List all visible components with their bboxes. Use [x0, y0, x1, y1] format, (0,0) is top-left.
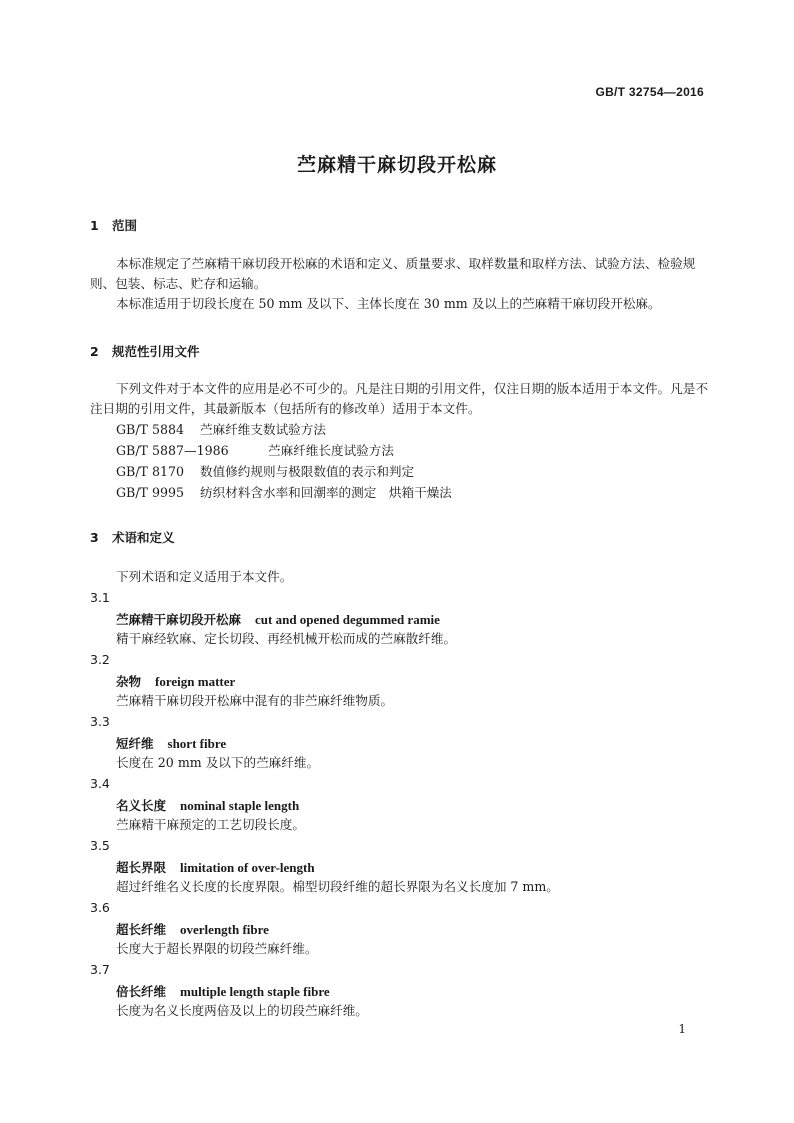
term-definition: 超过纤维名义长度的长度界限。棉型切段纤维的超长界限为名义长度加 7 mm。	[116, 879, 559, 894]
term-number: 3.7	[90, 962, 110, 977]
term-chinese: 杂物	[116, 674, 142, 689]
section-number: 2	[90, 344, 99, 359]
term-heading	[116, 982, 330, 1000]
section-title: 术语和定义	[112, 530, 175, 545]
page-number: 1	[678, 1022, 686, 1036]
standard-number: GB/T 32754—2016	[595, 85, 704, 99]
reference-title: 数值修约规则与极限数值的表示和判定	[200, 464, 415, 479]
term-definition: 长度在 20 mm 及以下的苎麻纤维。	[116, 755, 320, 770]
scope-paragraph-1: 本标准规定了苎麻精干麻切段开松麻的术语和定义、质量要求、取样数量和取样方法、试验方法、检验规则、包装、标志、贮存和运输。	[90, 256, 696, 291]
document-title: 苎麻精干麻切段开松麻	[296, 154, 497, 176]
term-heading	[116, 858, 315, 876]
section-number: 3	[90, 530, 99, 545]
term-number: 3.5	[90, 838, 110, 853]
reference-code: GB/T 5884	[116, 422, 185, 437]
term-definition: 苎麻精干麻预定的工艺切段长度。	[116, 817, 305, 832]
term-definition: 苎麻精干麻切段开松麻中混有的非苎麻纤维物质。	[116, 693, 394, 708]
term-chinese: 名义长度	[116, 798, 167, 813]
term-english: multiple length staple fibre	[180, 984, 330, 999]
term-number: 3.2	[90, 652, 110, 667]
reference-title: 纺织材料含水率和回潮率的测定 烘箱干燥法	[200, 485, 452, 500]
term-definition: 长度为名义长度两倍及以上的切段苎麻纤维。	[116, 1003, 368, 1018]
term-chinese: 超长纤维	[116, 922, 167, 937]
term-english: limitation of over-length	[180, 860, 315, 875]
section-title: 规范性引用文件	[112, 344, 200, 359]
term-heading	[116, 796, 299, 814]
term-heading	[116, 920, 269, 938]
term-english: cut and opened degummed ramie	[255, 612, 440, 627]
section-3-heading	[90, 528, 175, 546]
reference-item	[116, 420, 326, 440]
term-chinese: 倍长纤维	[116, 984, 167, 999]
term-number: 3.6	[90, 900, 110, 915]
section-1-heading	[90, 216, 137, 234]
term-heading	[116, 672, 235, 690]
term-chinese: 超长界限	[116, 860, 167, 875]
reference-code: GB/T 8170	[116, 464, 185, 479]
term-english: overlength fibre	[180, 922, 269, 937]
term-heading	[116, 734, 226, 752]
term-english: short fibre	[167, 736, 227, 751]
term-number: 3.4	[90, 776, 110, 791]
section-title: 范围	[112, 218, 138, 233]
term-chinese: 短纤维	[116, 736, 154, 751]
reference-title: 苎麻纤维长度试验方法	[268, 443, 394, 458]
term-english: foreign matter	[155, 674, 236, 689]
section-2-heading	[90, 342, 200, 360]
reference-code: GB/T 9995	[116, 485, 185, 500]
normative-paragraph: 下列文件对于本文件的应用是必不可少的。凡是注日期的引用文件，仅注日期的版本适用于本文件。凡是不注日期的引用文件，其最新版本（包括所有的修改单）适用于本文件。	[90, 381, 708, 416]
term-definition: 精干麻经软麻、定长切段、再经机械开松而成的苎麻散纤维。	[116, 631, 457, 646]
terms-intro: 下列术语和定义适用于本文件。	[116, 569, 293, 584]
scope-paragraph-2: 本标准适用于切段长度在 50 mm 及以下、主体长度在 30 mm 及以上的苎麻精干麻切段开松麻。	[116, 296, 661, 311]
section-number: 1	[90, 218, 99, 233]
term-english: nominal staple length	[180, 798, 300, 813]
reference-item	[116, 483, 452, 503]
term-chinese: 苎麻精干麻切段开松麻	[116, 612, 242, 627]
reference-item	[116, 462, 414, 482]
term-number: 3.1	[90, 590, 110, 605]
reference-item	[116, 441, 394, 461]
term-number: 3.3	[90, 714, 110, 729]
term-heading	[116, 610, 440, 628]
reference-code: GB/T 5887—1986	[116, 443, 229, 458]
term-definition: 长度大于超长界限的切段苎麻纤维。	[116, 941, 318, 956]
reference-title: 苎麻纤维支数试验方法	[200, 422, 326, 437]
